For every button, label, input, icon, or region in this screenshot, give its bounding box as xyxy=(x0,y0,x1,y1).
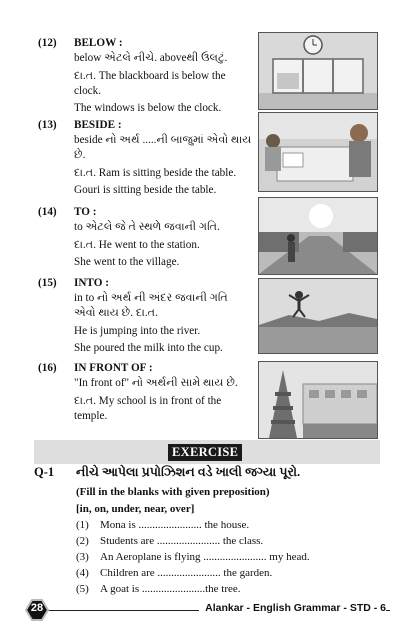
entry-number: (16) xyxy=(38,362,57,374)
question-number: Q-1 xyxy=(34,465,55,479)
book-title: Alankar - English Grammar - STD - 6 xyxy=(199,602,386,614)
item-number: (4) xyxy=(76,567,89,579)
exercise-item xyxy=(76,519,249,531)
entry-example xyxy=(74,69,252,99)
page-number: 28 xyxy=(30,602,44,614)
item-text: An Aeroplane is flying ....................... my head. xyxy=(100,551,310,563)
item-text: Mona is ....................... the house. xyxy=(100,519,250,531)
entry-into xyxy=(38,276,252,359)
item-number: (5) xyxy=(76,583,89,595)
entry-example: દા.ત. Ram is sitting beside the table. xyxy=(74,166,237,179)
item-number: (1) xyxy=(76,519,89,531)
item-text: Children are ....................... the garden. xyxy=(100,567,273,579)
preposition-options: [in, on, under, near, over] xyxy=(76,503,195,515)
jumping-river-photo xyxy=(258,278,378,354)
entry-line: "In front of" નો અર્થની સામે થાય છે. xyxy=(74,377,238,389)
exercise-item xyxy=(76,583,241,595)
entry-line: Gouri is sitting beside the table. xyxy=(74,184,217,196)
entry-line: beside નો અર્થ .....ની બાજુમાં એવો થાય છે. xyxy=(74,134,252,161)
entry-example: દા.ત. He went to the station. xyxy=(74,238,200,251)
entry-beside xyxy=(38,118,252,201)
entry-line: in to નો અર્થ ની અંદર જવાની ગતિ એવો થાય છે. દા.ત. xyxy=(74,292,228,319)
entry-title: BESIDE : xyxy=(74,119,122,131)
entry-number: (14) xyxy=(38,206,57,218)
page-footer xyxy=(24,598,390,623)
entry-number: (13) xyxy=(38,119,57,131)
entry-line: below એટલે નીચે. aboveથી ઉલટું. xyxy=(74,52,228,64)
entry-below xyxy=(38,36,252,119)
exercise-item xyxy=(76,535,263,547)
exercise-item xyxy=(76,567,272,579)
entry-example: He is jumping into the river. xyxy=(74,324,201,337)
entry-line: to એટલે જે તે સ્થળે જવાની ગતિ. xyxy=(74,221,220,233)
person-road-photo xyxy=(258,197,378,275)
entry-line: She poured the milk into the cup. xyxy=(74,342,223,354)
item-text: Students are ....................... the class. xyxy=(100,535,264,547)
exercise-label: EXERCISE xyxy=(168,444,242,461)
entry-line: The windows is below the clock. xyxy=(74,102,222,114)
entry-number: (12) xyxy=(38,37,57,49)
question-text: નીચે આપેલા પ્રપોઝિશન વડે ખાલી જગ્યા પૂરો. xyxy=(76,465,301,479)
item-text: A goat is .......................the tree. xyxy=(100,583,241,595)
clock-window-photo xyxy=(258,32,378,110)
exercise-item xyxy=(76,551,310,563)
entry-title: BELOW : xyxy=(74,37,123,49)
entry-to xyxy=(38,205,252,273)
entry-title: TO : xyxy=(74,206,97,218)
entry-number: (15) xyxy=(38,277,57,289)
item-number: (2) xyxy=(76,535,89,547)
entry-example: દા.ત. My school is in front of the temple. xyxy=(74,394,222,422)
instruction: (Fill in the blanks with given preposition) xyxy=(76,486,270,498)
temple-school-photo xyxy=(258,361,378,439)
children-table-photo xyxy=(258,112,378,192)
example-text: દા.ત. The blackboard is below the clock. xyxy=(74,69,226,97)
entry-line: She went to the village. xyxy=(74,256,180,268)
entry-title: IN FRONT OF : xyxy=(74,362,153,374)
item-number: (3) xyxy=(76,551,89,563)
entry-in-front-of xyxy=(38,361,252,426)
question-1 xyxy=(34,465,300,480)
entry-title: INTO : xyxy=(74,277,109,289)
